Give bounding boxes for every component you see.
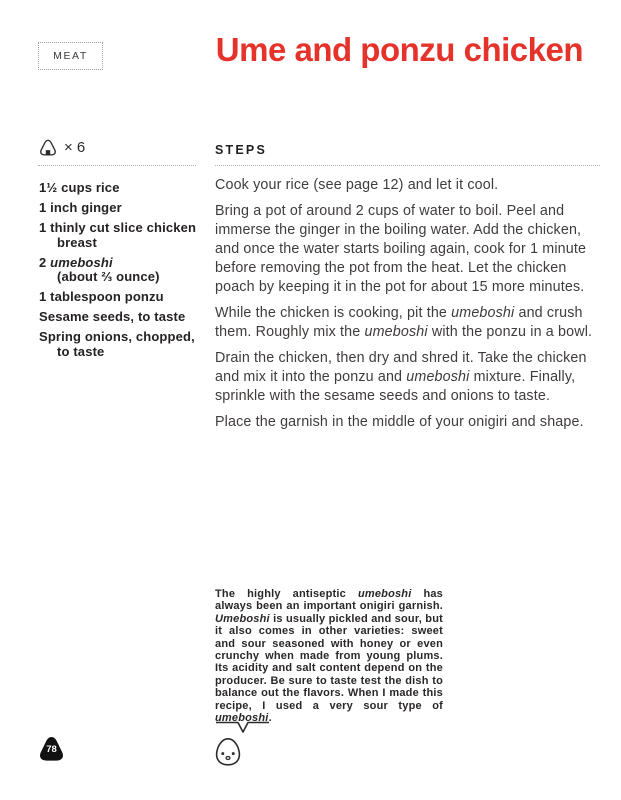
ingredients-list <box>39 181 214 365</box>
umeboshi-note: The highly antiseptic umeboshi has always been an important onigiri garnish. Umeboshi is usually pickled and sour, but it also comes in other varieties: sweet and sour seasoned with honey or even crunchy when made from young plums. Its acidity and salt content depend on the producer. Be sure to taste test the dish to balance out the flavors. When I made this recipe, I used a very sour type of umeboshi. <box>215 588 443 725</box>
ingredient-item: 1½ cups rice <box>39 180 120 195</box>
step-paragraph: Place the garnish in the middle of your onigiri and shape. <box>215 414 584 430</box>
ingredients-divider <box>38 165 196 166</box>
step-paragraph: While the chicken is cooking, pit the umeboshi and crush them. Roughly mix the umeboshi with the ponzu in a bowl. <box>215 305 593 340</box>
onigiri-face-icon <box>212 735 244 774</box>
step-paragraph: Bring a pot of around 2 cups of water to boil. Peel and immerse the ginger in the boiling water. Add the chicken, and once the water starts boiling again, cook for 1 minute before removing the pot from the heat. Let the chicken poach by keeping it in the pot for about 15 more minutes. <box>215 203 587 295</box>
servings-label: × 6 <box>64 138 86 156</box>
page-number: 78 <box>46 744 57 755</box>
ingredient-item: Sesame seeds, to taste <box>39 309 186 324</box>
step-paragraph: Drain the chicken, then dry and shred it. Take the chicken and mix it into the ponzu and umeboshi mixture. Finally, sprinkle with the sesame seeds and onions to taste. <box>215 350 587 404</box>
ingredient-item: 1 inch ginger <box>39 200 122 215</box>
steps-heading: STEPS <box>215 143 267 157</box>
category-tag <box>38 42 103 70</box>
category-label: MEAT <box>53 50 88 62</box>
steps-body <box>215 176 605 439</box>
step-paragraph: Cook your rice (see page 12) and let it cool. <box>215 177 499 193</box>
page-number-badge <box>38 735 65 762</box>
ingredient-item: 1 thinly cut slice chicken breast <box>39 220 197 250</box>
steps-divider <box>215 165 600 166</box>
ingredient-item: 1 tablespoon ponzu <box>39 289 164 304</box>
servings-indicator <box>39 138 85 156</box>
ingredient-item: Spring onions, chopped, to taste <box>39 329 195 359</box>
page-title: Ume and ponzu chicken <box>215 31 583 68</box>
onigiri-icon <box>39 138 57 156</box>
ingredient-item: 2 umeboshi (about ⅔ ounce) <box>39 254 160 284</box>
